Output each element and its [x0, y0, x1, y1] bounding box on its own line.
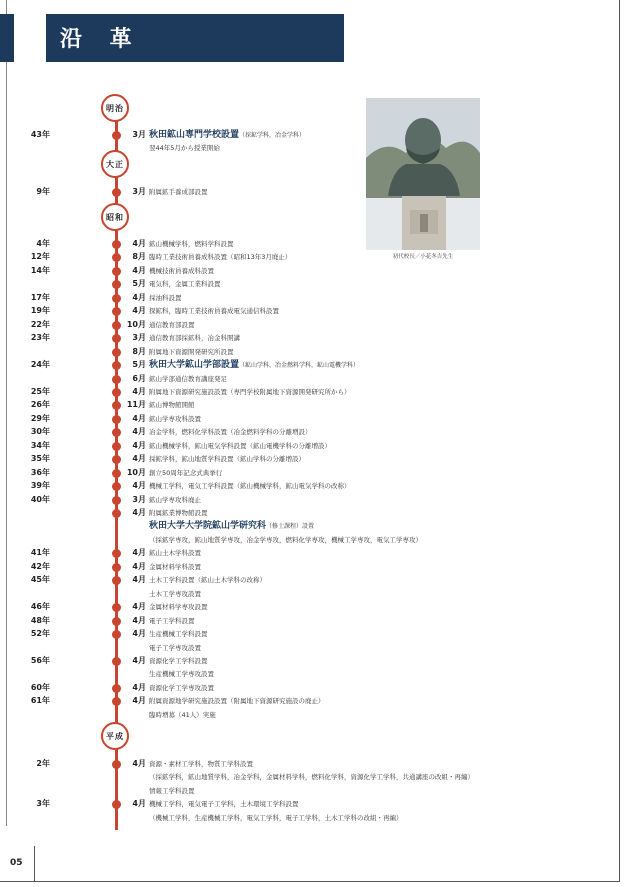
entry-year: 40年: [30, 494, 50, 504]
era-badge: 昭和: [101, 203, 129, 231]
entry-year: 35年: [30, 454, 50, 464]
timeline-entry: [0, 507, 560, 519]
timeline-entry: [0, 373, 560, 385]
entry-text: [149, 709, 216, 721]
founder-photo: [366, 98, 480, 250]
timeline-dot: [112, 603, 121, 612]
entry-year: 60年: [30, 682, 50, 692]
timeline-dot: [112, 361, 121, 370]
entry-month: 3月: [132, 130, 146, 139]
entry-text-main: 鉱山学専攻科設置: [149, 414, 201, 423]
timeline-entry: [0, 785, 560, 797]
entry-text-main: 電子工学科設置: [149, 616, 195, 625]
timeline-entry: [0, 668, 560, 680]
entry-text-main: 土木工学科設置（鉱山土木学科の改称）: [149, 576, 266, 585]
entry-text-main: 附属地下資源研究施設設置（専門学校附属地下資源開発研究所から）: [149, 387, 351, 396]
entry-month: 5月: [132, 279, 146, 289]
timeline-entry: [0, 305, 560, 317]
timeline-dot: [112, 657, 121, 666]
entry-year: 46年: [30, 602, 50, 612]
entry-text: [149, 346, 234, 358]
entry-text-main: 秋田大学大学院鉱山学研究科: [149, 521, 267, 532]
entry-year: 39年: [30, 481, 50, 491]
entry-month: 4月: [132, 575, 146, 585]
entry-year: 41年: [30, 548, 50, 558]
timeline-entry: [0, 467, 560, 479]
timeline-dot: [112, 401, 121, 410]
timeline-dot: [112, 253, 121, 262]
timeline-entry: [0, 440, 560, 452]
timeline-dot: [112, 334, 121, 343]
entry-year: 24年: [30, 360, 50, 370]
timeline-entry: [0, 682, 560, 694]
timeline-dot: [112, 280, 121, 289]
entry-text-main: （採鉱学科，鉱山地質学科，冶金学科，金属材料学科，燃料化学科，資源化学工学科，共通講座の改組・再編）: [149, 773, 474, 782]
entry-text: [149, 534, 422, 546]
entry-month: 6月: [132, 373, 146, 383]
entry-month: 4月: [132, 481, 146, 491]
entry-year: 26年: [30, 400, 50, 410]
entry-year: 12年: [30, 252, 50, 262]
entry-year: 34年: [30, 440, 50, 450]
entry-month: 5月: [132, 360, 146, 370]
entry-month: 4月: [132, 292, 146, 302]
entry-text: [149, 186, 208, 198]
entry-month: 4月: [132, 759, 146, 768]
entry-year: 23年: [30, 333, 50, 343]
entry-year: 29年: [30, 413, 50, 423]
timeline-dot: [112, 348, 121, 357]
entry-year: 61年: [30, 696, 50, 706]
entry-month: 3月: [132, 333, 146, 343]
entry-text-main: 機械工学科，電気工学科設置（鉱山機械学科，鉱山電気学科の改称）: [149, 482, 351, 491]
entry-month: 4月: [132, 602, 146, 612]
timeline-entry: [0, 278, 560, 290]
entry-text: [149, 305, 279, 317]
entry-text: [149, 453, 305, 465]
timeline-entry: [0, 413, 560, 425]
timeline-dot: [112, 496, 121, 505]
entry-month: 4月: [132, 239, 146, 248]
entry-text: [149, 332, 240, 344]
entry-text: [149, 507, 208, 519]
entry-text: [149, 292, 182, 304]
entry-text: [149, 785, 195, 797]
entry-text-main: 資源化学工学専攻設置: [149, 683, 214, 692]
timeline-entry: [0, 453, 560, 465]
entry-year: 52年: [30, 629, 50, 639]
timeline-dot: [112, 684, 121, 693]
entry-month: 4月: [132, 440, 146, 450]
entry-month: 4月: [132, 306, 146, 316]
entry-text: [149, 494, 201, 506]
entry-month: 4月: [132, 799, 146, 809]
timeline-entry: [0, 812, 560, 824]
entry-text: [149, 251, 291, 263]
entry-text-sub: （採鉱学科，冶金学科）: [239, 132, 306, 139]
entry-month: 4月: [132, 682, 146, 692]
entry-text: [149, 265, 214, 277]
header-accent: [0, 14, 14, 62]
timeline-dot: [112, 455, 121, 464]
timeline-dot: [112, 428, 121, 437]
timeline-entry: [0, 642, 560, 654]
entry-text-main: 鉱山機械学科，鉱山電気学科設置（鉱山電機学科の分離増設）: [149, 441, 331, 450]
timeline-dot: [112, 131, 121, 140]
timeline-dot: [112, 800, 121, 809]
entry-text-main: 冶金学科，燃料化学科設置（冶金燃料学科の分離増設）: [149, 428, 312, 437]
entry-text-main: 機械工学科，電気電子工学科，土木環境工学科設置: [149, 800, 299, 809]
timeline-entry: [0, 265, 560, 277]
entry-text: [149, 771, 474, 783]
entry-month: 11月: [126, 400, 146, 410]
entry-title-major: [149, 129, 305, 142]
entry-month: 4月: [132, 548, 146, 558]
timeline-entry: [0, 520, 560, 532]
entry-text: [149, 588, 201, 600]
entry-text-main: 臨時工業技術員養成科設置（昭和13年3月廃止）: [149, 253, 292, 262]
entry-month: 4月: [132, 629, 146, 639]
timeline-entry: [0, 695, 560, 707]
timeline-entry: [0, 346, 560, 358]
entry-text: [149, 682, 214, 694]
entry-text: [149, 642, 201, 654]
page-number-bar: [34, 846, 35, 882]
entry-year: 14年: [30, 265, 50, 275]
timeline-entry: [0, 574, 560, 586]
entry-year: 45年: [30, 575, 50, 585]
timeline-dot: [112, 630, 121, 639]
entry-text-main: 鉱山機械学科，燃料学科設置: [149, 240, 234, 248]
entry-text: [149, 373, 227, 385]
entry-text-main: 情報工学科設置: [149, 786, 195, 795]
entry-month: 8月: [132, 252, 146, 262]
timeline-dot: [112, 576, 121, 585]
entry-month: 4月: [132, 265, 146, 275]
entry-text-main: 翌44年5月から授業開始: [149, 144, 220, 153]
entry-text: [149, 547, 201, 559]
entry-month: 8月: [132, 346, 146, 356]
timeline-dot: [112, 509, 121, 518]
entry-text: [149, 480, 351, 492]
entry-text: [149, 413, 201, 425]
timeline-dot: [112, 469, 121, 478]
entry-title-major: [149, 359, 359, 372]
entry-year: 48年: [30, 615, 50, 625]
timeline-entry: [0, 547, 560, 559]
page-header: [46, 14, 344, 62]
entry-month: 4月: [132, 413, 146, 423]
timeline-entry: [0, 601, 560, 613]
entry-year: 17年: [30, 292, 50, 302]
entry-text: [149, 386, 351, 398]
entry-month: 4月: [132, 427, 146, 437]
entry-text-main: 臨時増募（41人）実施: [149, 710, 216, 719]
entry-text-main: 電気科，金属工業科設置: [149, 280, 221, 289]
entry-text: [149, 628, 208, 640]
entry-text-main: 土木工学専攻設置: [149, 589, 201, 598]
entry-text-main: 附属鉱業博物館設置: [149, 509, 208, 517]
timeline-dot: [112, 267, 121, 276]
entry-text-main: 附属資源地学研究施設設置（附属地下資源研究施設の廃止）: [149, 697, 325, 706]
entry-text: [149, 758, 253, 770]
entry-text-main: 金属材料学科設置: [149, 562, 201, 571]
timeline-dot: [112, 375, 121, 384]
entry-month: 3月: [132, 187, 146, 196]
entry-text: [149, 615, 195, 627]
bust-statue-image: [366, 98, 480, 250]
timeline-entry: [0, 399, 560, 411]
entry-month: 4月: [132, 655, 146, 665]
timeline-entry: [0, 534, 560, 546]
entry-month: 3月: [132, 494, 146, 504]
timeline-entry: [0, 319, 560, 331]
entry-month: 4月: [132, 386, 146, 396]
timeline-dot: [112, 442, 121, 451]
entry-year: 22年: [30, 319, 50, 329]
entry-text-main: 秋田大学鉱山学部設置: [149, 360, 240, 371]
entry-text: [149, 798, 299, 810]
entry-text-main: （機械工学科，生産機械工学科，電気工学科，電子工学科，土木工学科の改組・再編）: [149, 813, 403, 822]
entry-text-main: （採鉱学専攻，鉱山地質学専攻，冶金学専攻，燃料化学専攻，機械工学専攻，電気工学専攻）: [149, 535, 422, 544]
era-badge: 大正: [101, 150, 129, 178]
timeline-entry: [0, 758, 560, 770]
timeline-dot: [112, 697, 121, 706]
timeline-entry: [0, 709, 560, 721]
timeline-dot: [112, 563, 121, 572]
entry-text: [149, 467, 222, 479]
entry-text: [149, 561, 201, 573]
timeline-entry: [0, 655, 560, 667]
entry-year: 30年: [30, 427, 50, 437]
entry-text-sub: （鉱山学科，冶金燃料学科，鉱山電機学科）: [239, 362, 360, 370]
timeline-dot: [112, 482, 121, 491]
entry-text: [149, 601, 208, 613]
timeline-entry: [0, 480, 560, 492]
timeline-dot: [112, 760, 121, 769]
timeline-entry: [0, 628, 560, 640]
entry-text-main: 電子工学専攻設置: [149, 643, 201, 652]
entry-year: 9年: [36, 187, 50, 196]
page-number: 05: [10, 858, 23, 868]
entry-text-main: 附属鉱手養成部設置: [149, 188, 208, 196]
entry-text-main: 附属地下資源開発研究所設置: [149, 347, 234, 356]
entry-month: 10月: [126, 319, 146, 329]
entry-text: [149, 695, 325, 707]
entry-text: [149, 399, 195, 411]
entry-month: 4月: [132, 615, 146, 625]
timeline-entry: [0, 359, 560, 371]
timeline-entry: [0, 615, 560, 627]
entry-text-main: 金属材料学専攻設置: [149, 603, 208, 612]
entry-title-major: [149, 520, 314, 533]
timeline-entry: [0, 561, 560, 573]
timeline-dot: [112, 307, 121, 316]
entry-year: 25年: [30, 386, 50, 396]
timeline-entry: [0, 494, 560, 506]
photo-caption: 初代校長／小花冬吉先生: [392, 254, 454, 260]
timeline-dot: [112, 294, 121, 303]
timeline-entry: [0, 798, 560, 810]
entry-text-main: 鉱山博物館開館: [149, 401, 195, 410]
entry-text-main: 生産機械工学専攻設置: [149, 670, 214, 679]
entry-month: 4月: [132, 454, 146, 464]
entry-text-main: 機械技術員養成科設置: [149, 266, 214, 275]
entry-text: [149, 655, 208, 667]
timeline-dot: [112, 549, 121, 558]
entry-text: [149, 238, 234, 250]
timeline-entry: [0, 771, 560, 783]
entry-year: 19年: [30, 306, 50, 316]
entry-text: [149, 574, 266, 586]
entry-text-main: 鉱山学専攻科廃止: [149, 495, 201, 504]
timeline-dot: [112, 240, 121, 249]
timeline-entry: [0, 332, 560, 344]
era-badge: 明治: [101, 94, 129, 122]
entry-text-main: 探鉱科，臨時工業技術員養成電気通信科設置: [149, 307, 279, 316]
entry-text-main: 生産機械工学科設置: [149, 630, 208, 639]
entry-text-main: 秋田鉱山専門学校設置: [149, 130, 240, 140]
entry-text-main: 採油科設置: [149, 293, 182, 302]
entry-month: 4月: [132, 696, 146, 706]
timeline-dot: [112, 188, 121, 197]
entry-year: 36年: [30, 467, 50, 477]
entry-month: 4月: [132, 508, 146, 517]
timeline-entry: [0, 588, 560, 600]
entry-month: 10月: [126, 467, 146, 477]
timeline-dot: [112, 617, 121, 626]
entry-year: 4年: [36, 239, 50, 248]
entry-text-main: 創立50周年記念式典挙行: [149, 468, 223, 477]
entry-text: [149, 812, 403, 824]
timeline-dot: [112, 321, 121, 330]
entry-text-main: 資源・素材工学科，物質工学科設置: [149, 760, 253, 768]
timeline-dot: [112, 415, 121, 424]
entry-year: 43年: [30, 130, 50, 139]
entry-year: 42年: [30, 561, 50, 571]
entry-text-main: 通信教育部設置: [149, 320, 195, 329]
timeline-entry: [0, 386, 560, 398]
era-badge: 平成: [101, 722, 129, 750]
entry-text: [149, 440, 331, 452]
entry-text: [149, 319, 195, 331]
entry-year: 56年: [30, 655, 50, 665]
entry-text-main: 資源化学工学科設置: [149, 656, 208, 665]
entry-month: 4月: [132, 561, 146, 571]
entry-text-main: 鉱山学部通信教育講座発足: [149, 374, 227, 383]
entry-text-main: 通信教育部採鉱科，冶金科開講: [149, 334, 240, 343]
entry-text-main: 鉱山土木学科設置: [149, 549, 201, 558]
timeline-entry: [0, 426, 560, 438]
entry-year: 3年: [36, 799, 50, 809]
entry-year: 2年: [36, 759, 50, 768]
timeline-dot: [112, 388, 121, 397]
entry-text: [149, 426, 312, 438]
entry-text: [149, 278, 221, 290]
entry-text: [149, 142, 220, 154]
timeline-entry: [0, 292, 560, 304]
entry-text-main: 採鉱学科，鉱山地質学科設置（鉱山学科の分離増設）: [149, 455, 305, 464]
page-title: 沿 革: [60, 27, 142, 52]
entry-text-sub: （修士課程）設置: [266, 523, 315, 531]
entry-text: [149, 668, 214, 680]
